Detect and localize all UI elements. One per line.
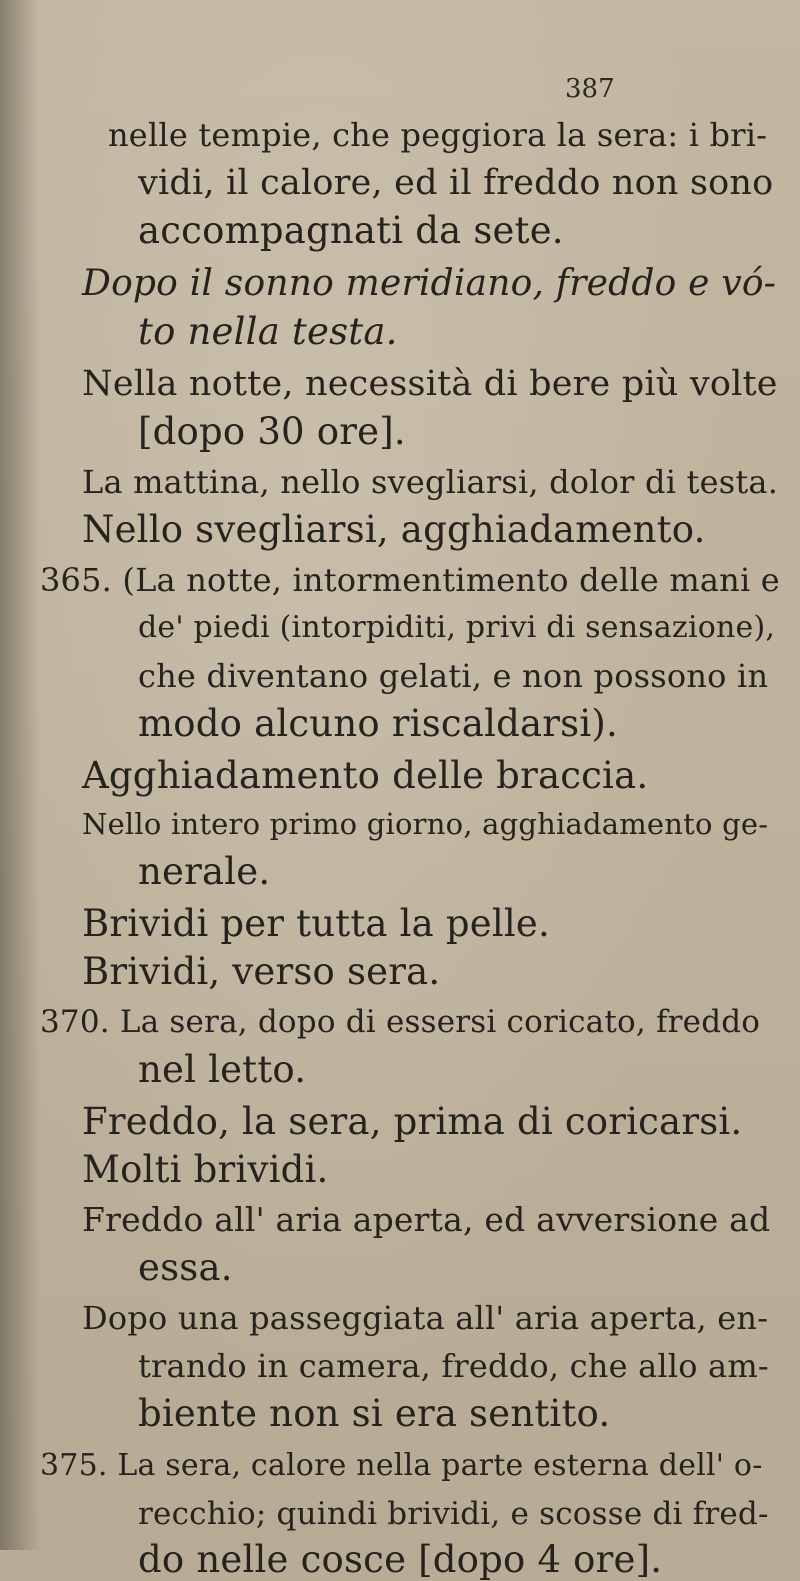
text-line: do nelle cosce [dopo 4 ore]. (138, 1538, 663, 1581)
text-line: nerale. (138, 850, 271, 893)
text-line: de' piedi (intorpiditi, privi di sensazione), (138, 610, 776, 645)
text-line: 370. La sera, dopo di essersi coricato, freddo (40, 1004, 761, 1040)
text-line: accompagnati da sete. (138, 209, 564, 252)
text-line: Freddo, la sera, prima di coricarsi. (82, 1100, 743, 1143)
text-line: modo alcuno riscaldarsi). (138, 702, 618, 745)
text-line: 365. (La notte, intormentimento delle mani e (40, 561, 780, 599)
text-line: nel letto. (138, 1048, 307, 1091)
text-line: to nella testa. (138, 310, 398, 353)
text-line: nelle tempie, che peggiora la sera: i bri- (108, 116, 768, 154)
text-line: Freddo all' aria aperta, ed avversione ad (82, 1200, 771, 1239)
text-line: recchio; quindi brividi, e scosse di fred- (138, 1496, 769, 1532)
text-line: essa. (138, 1246, 233, 1289)
text-line: 375. La sera, calore nella parte esterna dell' o- (40, 1448, 763, 1483)
text-line: Nello intero primo giorno, agghiadamento ge- (82, 807, 769, 841)
text-line: Agghiadamento delle braccia. (82, 754, 649, 797)
text-line: Brividi, verso sera. (82, 950, 441, 993)
text-line: [dopo 30 ore]. (138, 410, 406, 453)
text-line: biente non si era sentito. (138, 1392, 611, 1435)
page-number: 387 (565, 74, 615, 104)
text-line: Nello svegliarsi, agghiadamento. (82, 508, 706, 551)
text-line: Brividi per tutta la pelle. (82, 902, 550, 945)
text-line: trando in camera, freddo, che allo am- (138, 1347, 769, 1385)
text-line: Dopo il sonno meridiano, freddo e vó- (82, 263, 777, 304)
text-line: vidi, il calore, ed il freddo non sono (138, 163, 774, 203)
text-line: La mattina, nello svegliarsi, dolor di testa. (82, 463, 779, 501)
text-line: Nella notte, necessità di bere più volte (82, 364, 778, 404)
text-line: che diventano gelati, e non possono in (138, 657, 769, 695)
text-line: Dopo una passeggiata all' aria aperta, en- (82, 1299, 769, 1337)
text-line: Molti brividi. (82, 1148, 329, 1191)
